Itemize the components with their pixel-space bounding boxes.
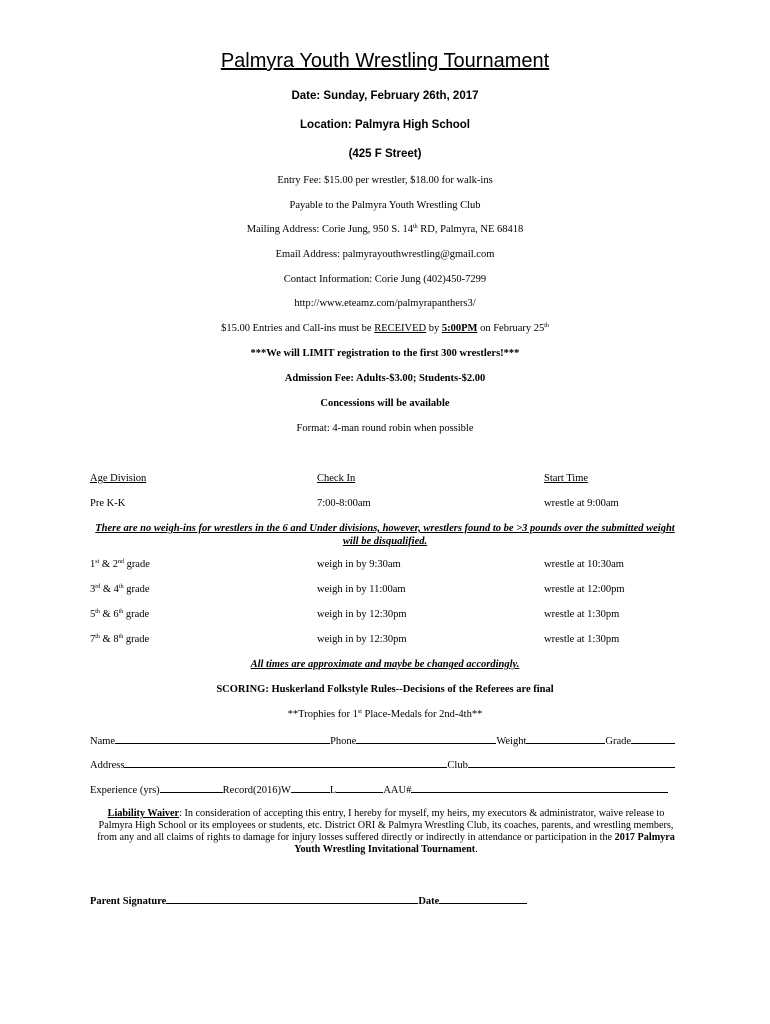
prek-division: Pre K-K xyxy=(90,498,126,509)
weigh-in-time: weigh in by 12:30pm xyxy=(317,634,407,645)
concessions-note: Concessions will be available xyxy=(320,398,450,409)
record-losses-label: L xyxy=(329,785,337,796)
division-label: 5th & 6th grade xyxy=(90,609,150,620)
waiver-text: In consideration of accepting this entry, I hereby for myself, my heirs, my executors & administrator, waive release to Palmyra High School or its employees or students, etc. District ORI & Palmyra Wrestling Club, its coaches, parents, and wrestling members, from any and all claims of rights to damage for injury losses suffered directly or indirectly in attendance or participation in the xyxy=(97,808,674,843)
waiver-label: Liability Waiver xyxy=(107,808,180,819)
prek-start: wrestle at 9:00am xyxy=(544,498,619,509)
event-address: (425 F Street) xyxy=(348,148,422,160)
address-label: Address xyxy=(90,760,125,771)
tournament-format: Format: 4-man round robin when possible xyxy=(296,423,474,434)
aau-field[interactable] xyxy=(411,783,668,793)
contact-info: Contact Information: Corie Jung (402)450-7299 xyxy=(283,274,487,285)
waiver-event-name: 2017 Palmyra Youth Wrestling Invitational Tournament xyxy=(294,832,675,855)
entry-deadline: $15.00 Entries and Call-ins must be RECEIVED by 5:00PM on February 25th xyxy=(221,323,549,334)
admission-fee: Admission Fee: Adults-$3.00; Students-$2.00 xyxy=(284,373,486,384)
signature-date-label: Date xyxy=(418,896,440,907)
phone-label: Phone xyxy=(330,736,357,747)
scoring-rules: SCORING: Huskerland Folkstyle Rules--Decisions of the Referees are final xyxy=(216,684,554,695)
weigh-in-time: weigh in by 9:30am xyxy=(317,559,401,570)
weigh-in-time: weigh in by 12:30pm xyxy=(317,609,407,620)
start-time: wrestle at 12:00pm xyxy=(544,584,625,595)
address-field[interactable] xyxy=(124,758,447,768)
club-label: Club xyxy=(447,760,468,771)
weigh-in-time: weigh in by 11:00am xyxy=(317,584,406,595)
entry-fee: Entry Fee: $15.00 per wrestler, $18.00 for walk-ins xyxy=(277,175,493,186)
start-time: wrestle at 1:30pm xyxy=(544,609,620,620)
division-label: 1st & 2nd grade xyxy=(90,559,150,570)
website-url: http://www.eteamz.com/palmyrapanthers3/ xyxy=(294,298,476,309)
division-label: 7th & 8th grade xyxy=(90,634,150,645)
registration-limit: ***We will LIMIT registration to the first 300 wrestlers!*** xyxy=(250,348,520,359)
grade-field[interactable] xyxy=(631,734,675,744)
name-label: Name xyxy=(90,736,116,747)
aau-label: AAU# xyxy=(383,785,412,796)
experience-field[interactable] xyxy=(160,783,223,793)
signature-row xyxy=(90,894,527,907)
page-title: Palmyra Youth Wrestling Tournament xyxy=(220,50,550,72)
weigh-in-note: There are no weigh-ins for wrestlers in the 6 and Under divisions, however, wrestlers found to be >3 pounds over the submitted weight will be disqualified. xyxy=(95,523,675,547)
form-row-experience xyxy=(90,783,668,796)
record-wins-label: Record(2016)W xyxy=(222,785,291,796)
experience-label: Experience (yrs) xyxy=(90,785,160,796)
trophies-note: **Trophies for 1st Place-Medals for 2nd-4th** xyxy=(287,709,483,720)
event-date: Date: Sunday, February 26th, 2017 xyxy=(291,90,479,102)
grade-label: Grade xyxy=(605,736,632,747)
signature-date-field[interactable] xyxy=(439,894,527,904)
form-row-name xyxy=(90,734,675,747)
club-field[interactable] xyxy=(468,758,675,768)
parent-signature-field[interactable] xyxy=(166,894,418,904)
record-losses-field[interactable] xyxy=(336,783,383,793)
start-time: wrestle at 1:30pm xyxy=(544,634,620,645)
email-address: Email Address: palmyrayouthwrestling@gmail.com xyxy=(275,249,495,260)
weight-field[interactable] xyxy=(526,734,605,744)
weight-label: Weight xyxy=(496,736,527,747)
name-field[interactable] xyxy=(115,734,330,744)
header-start-time: Start Time xyxy=(544,473,589,484)
header-age-division: Age Division xyxy=(90,473,147,484)
approx-times-note: All times are approximate and maybe be changed accordingly. xyxy=(250,659,520,670)
parent-signature-label: Parent Signature xyxy=(90,896,167,907)
phone-field[interactable] xyxy=(356,734,496,744)
event-location: Location: Palmyra High School xyxy=(300,119,470,131)
liability-waiver: Liability Waiver: In consideration of accepting this entry, I hereby for myself, my heirs, my executors & administrator, waive release to Palmyra High School or its employees or students, etc. District ORI & Palmyra Wrestling Club, its coaches, parents, and wrestling members, from any and all claims of rights to damage for injury losses suffered directly or indirectly in attendance or participation in the 2017 Palmyra Youth Wrestling Invitational Tournament. xyxy=(97,808,675,855)
start-time: wrestle at 10:30am xyxy=(544,559,624,570)
division-label: 3rd & 4th grade xyxy=(90,584,150,595)
payable-to: Payable to the Palmyra Youth Wrestling Club xyxy=(289,200,481,211)
record-wins-field[interactable] xyxy=(291,783,330,793)
mailing-address: Mailing Address: Corie Jung, 950 S. 14th RD, Palmyra, NE 68418 xyxy=(246,224,524,235)
prek-checkin: 7:00-8:00am xyxy=(317,498,371,509)
form-row-address xyxy=(90,758,675,771)
header-check-in: Check In xyxy=(317,473,356,484)
